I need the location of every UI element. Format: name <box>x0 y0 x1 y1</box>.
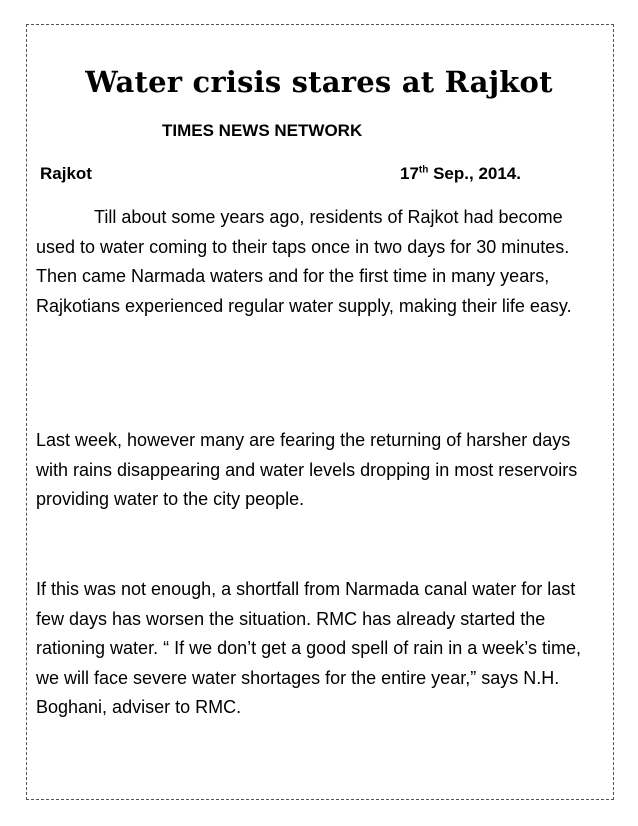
date-suffix: th <box>418 164 429 176</box>
date-day: 17 <box>400 164 419 183</box>
date-rest: Sep., 2014. <box>428 164 521 183</box>
paragraph-3: If this was not enough, a shortfall from Narmada canal water for last few days has worsen the situation. RMC has already started the rationing water. “ If we don’t get a good spell of rain in a week’s time, we will face severe water shortages for the entire year,” says N.H. Boghani, adviser to RMC. <box>36 579 581 718</box>
paragraph-1: Till about some years ago, residents of Rajkot had become used to water coming to their taps once in two days for 30 minutes. Then came Narmada waters and for the first time in many years, Rajkotians experienced regular water supply, making their life easy. <box>36 207 572 316</box>
dateline-place: Rajkot <box>40 164 92 183</box>
headline: Water crisis stares at Rajkot <box>85 65 553 99</box>
dateline-date <box>400 163 521 185</box>
paragraph-2: Last week, however many are fearing the returning of harsher days with rains disappearing and water levels dropping in most reservoirs providing water to the city people. <box>36 430 578 510</box>
byline: TIMES NEWS NETWORK <box>162 121 363 140</box>
